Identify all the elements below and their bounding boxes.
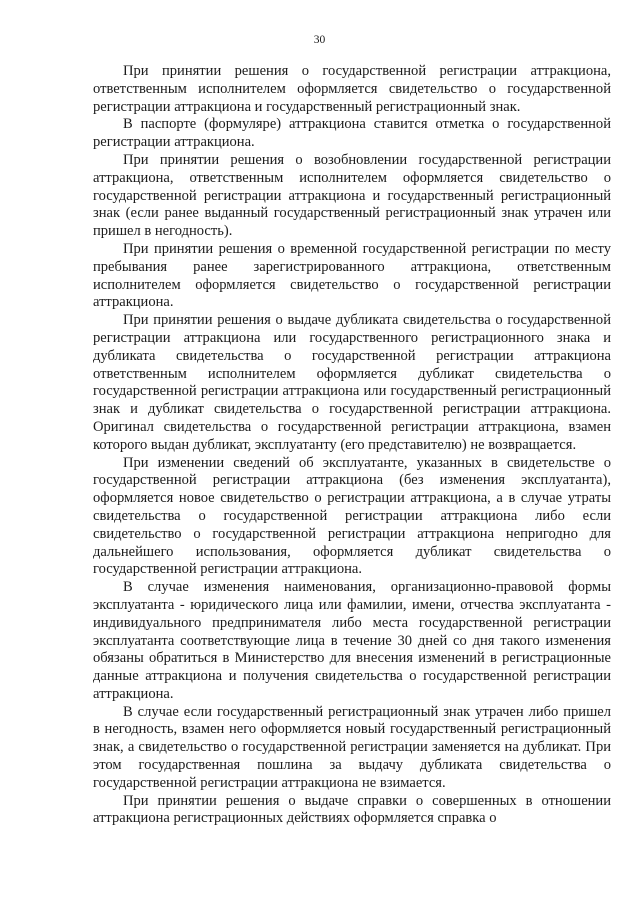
page-number: 30 xyxy=(313,34,326,46)
paragraph-name-change: В случае изменения наименования, организационно-правовой формы эксплуатанта - юридического лица или фамилии, имени, отчества эксплуатанта - индивидуального предпринимателя либо места государственной регистрации эксплуатанта соответствующие лица в течение 30 дней со дня такого изменения обязаны обратиться в Министерство для внесения изменений в регистрационные данные аттракциона и получения свидетельства о государственной регистрации аттракциона. xyxy=(93,579,611,702)
paragraph-duplicate-issue: При принятии решения о выдаче дубликата свидетельства о государственной регистрации аттракциона или государственного регистрационного знака и дубликата свидетельства о государственной регистрации аттракциона ответственным исполнителем оформляется дубликат свидетельства о государственной регистрации аттракциона или государственный регистрационный знак и дубликат свидетельства о государственной регистрации аттракциона. Оригинал свидетельства о государственной регистрации аттракциона, взамен которого выдан дубликат, эксплуатанту (его представителю) не возвращается. xyxy=(93,312,611,453)
document-body xyxy=(93,63,611,828)
paragraph-temporary-registration: При принятии решения о временной государственной регистрации по месту пребывания ранее зарегистрированного аттракциона, ответственным исполнителем оформляется свидетельство о государственной регистрации аттракциона. xyxy=(93,240,611,311)
paragraph-lost-sign: В случае если государственный регистрационный знак утрачен либо пришел в негодность, взамен него оформляется новый государственный регистрационный знак, а свидетельство о государственной регистрации заменяется на дубликат. При этом государственная пошлина за выдачу дубликата свидетельства о государственной регистрации аттракциона не взимается. xyxy=(93,703,611,791)
paragraph-certificate-of-actions: При принятии решения о выдаче справки о совершенных в отношении аттракциона регистрационных действиях оформляется справка о xyxy=(93,792,611,827)
paragraph-registration-certificate: При принятии решения о государственной регистрации аттракциона, ответственным исполнителем оформляется свидетельство о государственной регистрации аттракциона и государственный регистрационный знак. xyxy=(93,63,611,115)
paragraph-passport-mark: В паспорте (формуляре) аттракциона ставится отметка о государственной регистрации аттракциона. xyxy=(93,116,611,151)
paragraph-renewal: При принятии решения о возобновлении государственной регистрации аттракциона, ответственным исполнителем оформляется свидетельство о государственной регистрации аттракциона и государственный регистрационный знак (если ранее выданный государственный регистрационный знак утрачен или пришел в негодность). xyxy=(93,151,611,240)
paragraph-operator-change: При изменении сведений об эксплуатанте, указанных в свидетельстве о государственной регистрации аттракциона (без изменения эксплуатанта), оформляется новое свидетельство о регистрации аттракциона, а в случае утраты свидетельства о государственной регистрации аттракциона либо если свидетельство о государственной регистрации аттракциона непригодно для дальнейшего использования, оформляется дубликат свидетельства о государственной регистрации аттракциона. xyxy=(93,454,611,578)
